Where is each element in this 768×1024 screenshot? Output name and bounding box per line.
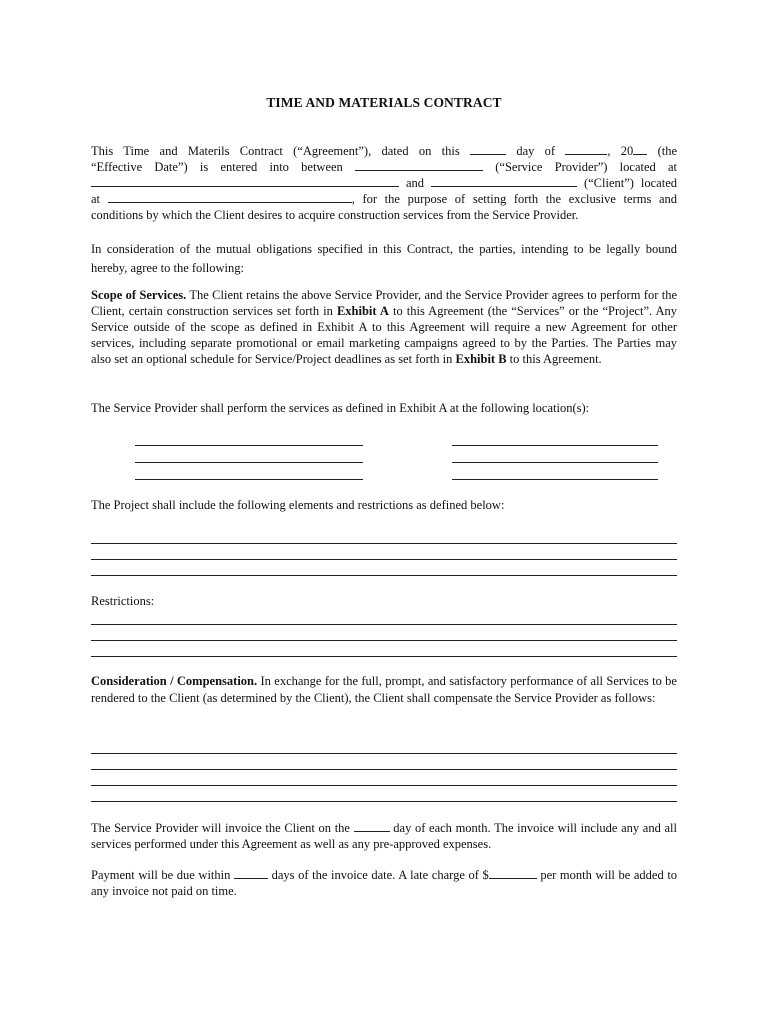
scope-text: to this Agreement (the “Services” or the “Project”. Any Service outside of the scope as defined in Exhibit A to this Agreement will require a new Agreement for other services, including separate promotional or email marketing campaigns agreed to by the Parties. The Parties may also set an optional schedule for Service/Project deadlines as set forth in <box>91 304 678 366</box>
scope-text: The Client retains the above Service Provider, and the Service Provider agrees to perform for the Client, certain construction services set forth in <box>91 288 677 318</box>
intro-text: (the <box>657 144 678 158</box>
compensation-line <box>91 753 677 754</box>
document-title: TIME AND MATERIALS CONTRACT <box>266 95 502 110</box>
intro-line-5: conditions by which the Client desires to acquire construction services from the Service Provider. <box>91 208 579 222</box>
day-blank <box>470 143 506 155</box>
payment-text: days of the invoice date. A late charge of $ <box>271 868 489 882</box>
elements-paragraph: The Project shall include the following elements and restrictions as defined below: <box>91 498 505 512</box>
elements-line <box>91 575 677 576</box>
intro-text: , for the purpose of setting forth the exclusive terms and <box>351 192 678 206</box>
scope-text: to this Agreement. <box>506 352 602 366</box>
invoice-paragraph <box>91 820 677 852</box>
location-line <box>135 462 363 463</box>
intro-text: This Time and Materils Contract (“Agreement”), dated on this <box>91 144 460 158</box>
elements-line <box>91 543 677 544</box>
intro-line-4 <box>91 191 677 207</box>
payment-text: per month will be added to any invoice not paid on time. <box>91 868 678 898</box>
year-blank <box>633 143 647 155</box>
elements-line <box>91 559 677 560</box>
scope-heading: Scope of Services. <box>91 288 187 302</box>
location-line <box>452 479 658 480</box>
intro-text: (“Client”) located <box>583 176 677 190</box>
compensation-line <box>91 785 677 786</box>
exhibit-a-ref: Exhibit A <box>336 304 389 318</box>
restrictions-line <box>91 656 677 657</box>
restrictions-line <box>91 640 677 641</box>
invoice-text: day of each month. The invoice will include any and all services performed under this Agreement as well as any pre-approved expenses. <box>91 821 677 851</box>
intro-line-1 <box>91 143 677 159</box>
late-charge-blank <box>489 867 537 879</box>
month-blank <box>565 143 607 155</box>
exhibit-b-ref: Exhibit B <box>455 352 507 366</box>
intro-text: and <box>405 176 425 190</box>
location-line <box>135 445 363 446</box>
payment-days-blank <box>234 867 268 879</box>
compensation-line <box>91 801 677 802</box>
invoice-day-blank <box>354 820 390 832</box>
location-line <box>135 479 363 480</box>
service-provider-blank <box>355 159 483 171</box>
provider-address-blank <box>91 175 399 187</box>
client-blank <box>431 175 577 187</box>
compensation-text: In exchange for the full, prompt, and satisfactory performance of all Services to be rendered to the Client (as determined by the Client), the Client shall compensate the Service Provider as follows: <box>91 674 677 705</box>
intro-line-2 <box>91 159 677 175</box>
scope-paragraph <box>91 287 677 367</box>
intro-text: “Effective Date”) is entered into between <box>91 160 343 174</box>
intro-text: (“Service Provider”) located at <box>495 160 678 174</box>
intro-paragraph <box>91 143 677 223</box>
intro-line-3 <box>91 175 677 191</box>
compensation-paragraph <box>91 673 677 707</box>
location-line <box>452 445 658 446</box>
payment-paragraph <box>91 867 677 899</box>
compensation-heading: Consideration / Compensation. <box>91 674 258 688</box>
restrictions-label: Restrictions: <box>91 594 155 608</box>
intro-text: day of <box>516 144 556 158</box>
location-paragraph: The Service Provider shall perform the services as defined in Exhibit A at the following location(s): <box>91 401 590 415</box>
intro-text: , 20 <box>607 144 634 158</box>
location-line <box>452 462 658 463</box>
client-address-blank <box>108 191 352 203</box>
invoice-text: The Service Provider will invoice the Client on the <box>91 821 350 835</box>
intro-text: at <box>91 192 101 206</box>
consideration-paragraph: In consideration of the mutual obligations specified in this Contract, the parties, intending to be legally bound hereby, agree to the following: <box>91 242 677 275</box>
compensation-line <box>91 769 677 770</box>
payment-text: Payment will be due within <box>91 868 231 882</box>
restrictions-line <box>91 624 677 625</box>
